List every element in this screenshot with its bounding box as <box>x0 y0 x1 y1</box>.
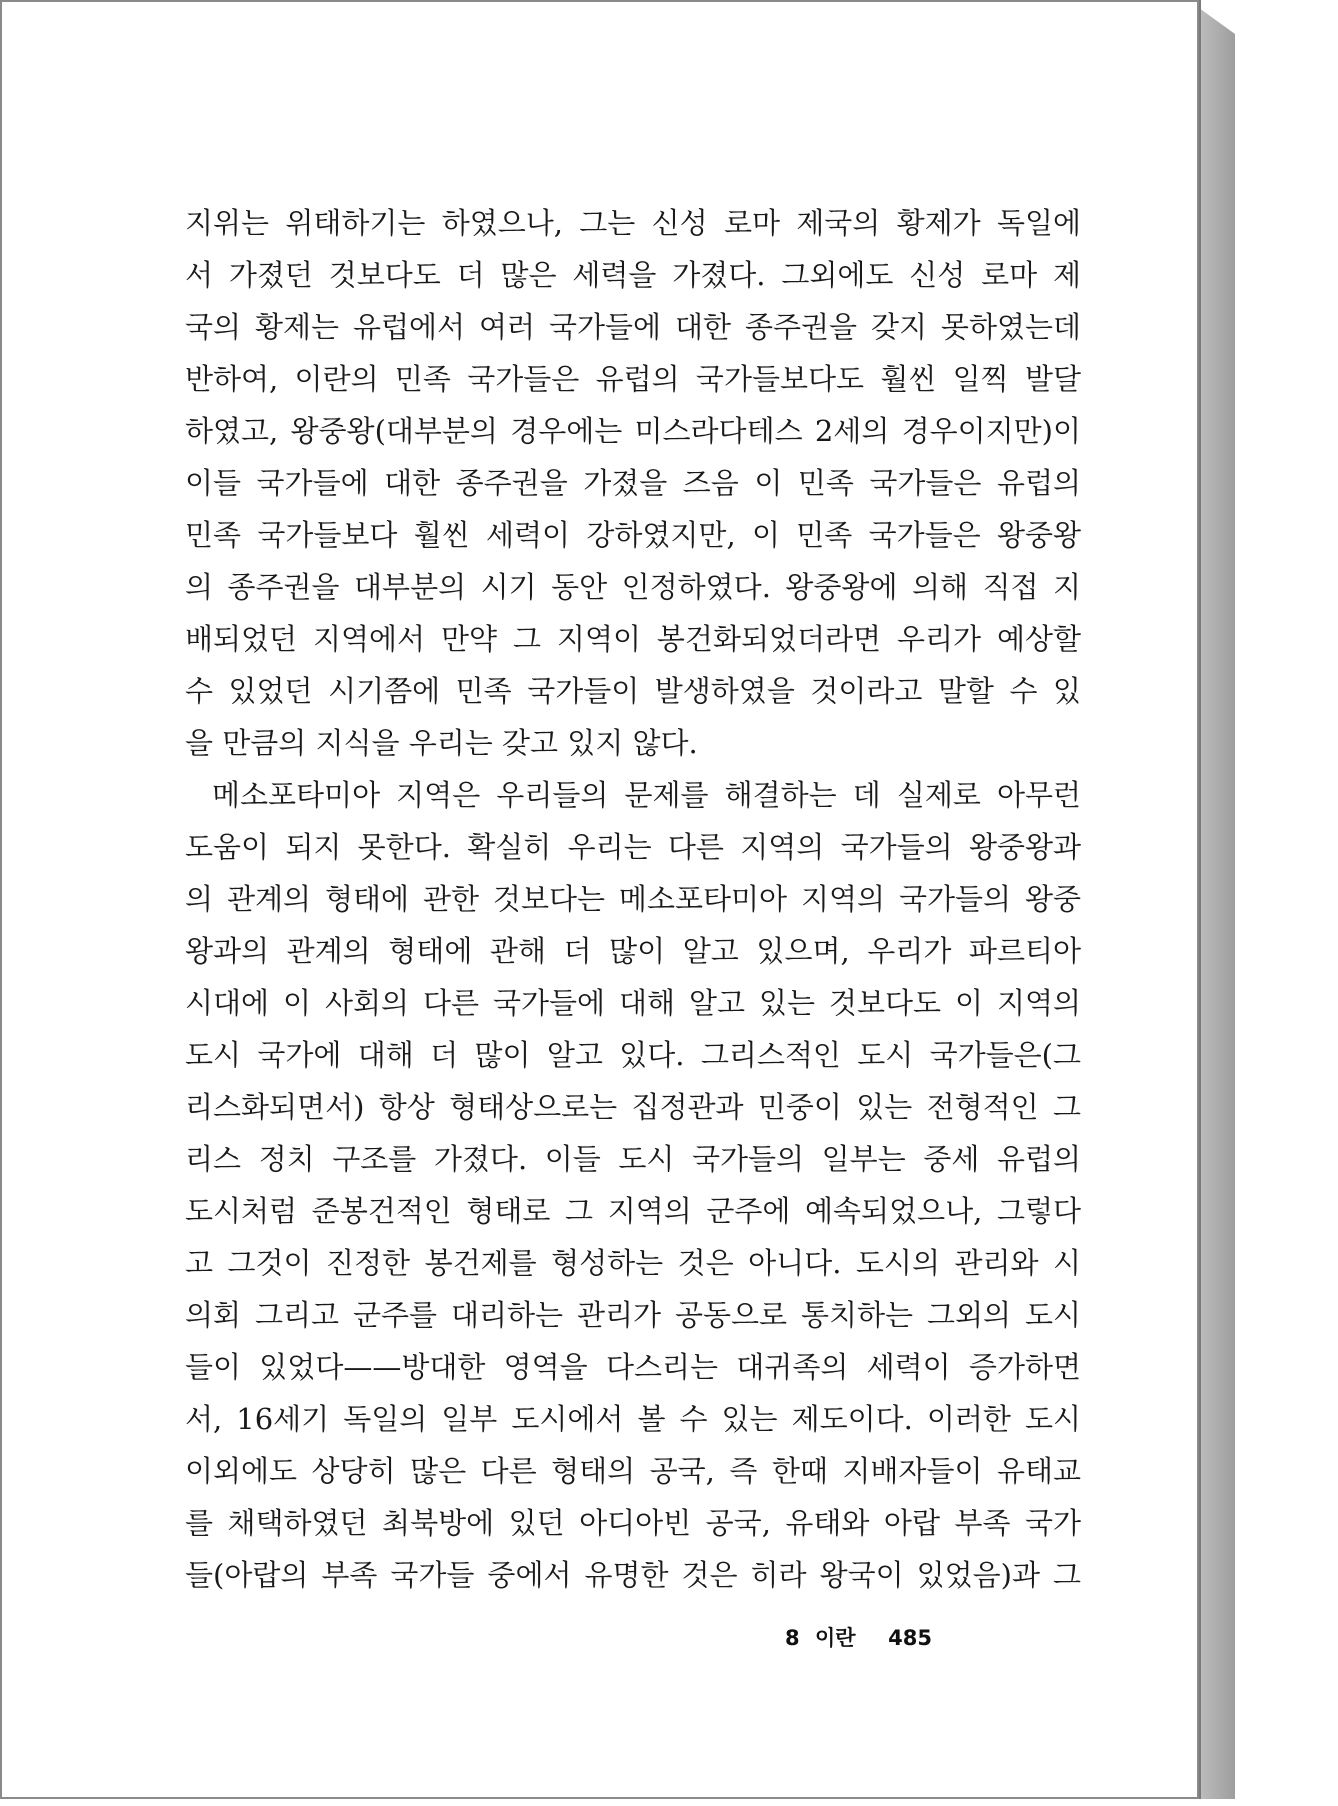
text-line: 을 만큼의 지식을 우리는 갖고 있지 않다. <box>185 726 698 760</box>
page-number: 485 <box>888 1626 932 1650</box>
text-line: 메소포타미아 지역은 우리들의 문제를 해결하는 데 실제로 아무런 <box>212 778 1081 812</box>
body-text <box>185 197 1081 1601</box>
text-line: 수 있었던 시기쯤에 민족 국가들이 발생하였을 것이라고 말할 수 있 <box>185 674 1081 708</box>
text-line: 시대에 이 사회의 다른 국가들에 대해 알고 있는 것보다도 이 지역의 <box>185 986 1081 1020</box>
text-line: 서, 16세기 독일의 일부 도시에서 볼 수 있는 제도이다. 이러한 도시 <box>185 1402 1081 1436</box>
text-line: 도시처럼 준봉건적인 형태로 그 지역의 군주에 예속되었으나, 그렇다 <box>185 1194 1081 1228</box>
text-line: 도움이 되지 못한다. 확실히 우리는 다른 지역의 국가들의 왕중왕과 <box>185 830 1081 864</box>
text-line: 고 그것이 진정한 봉건제를 형성하는 것은 아니다. 도시의 관리와 시 <box>185 1246 1081 1280</box>
chapter-number: 8 <box>785 1626 800 1650</box>
text-line: 반하여, 이란의 민족 국가들은 유럽의 국가들보다도 훨씬 일찍 발달 <box>185 362 1081 396</box>
text-line: 의회 그리고 군주를 대리하는 관리가 공동으로 통치하는 그외의 도시 <box>185 1298 1081 1332</box>
text-line: 지위는 위태하기는 하였으나, 그는 신성 로마 제국의 황제가 독일에 <box>185 206 1081 240</box>
text-line: 왕과의 관계의 형태에 관해 더 많이 알고 있으며, 우리가 파르티아 <box>185 934 1081 968</box>
text-line: 도시 국가에 대해 더 많이 알고 있다. 그리스적인 도시 국가들은(그 <box>185 1038 1081 1072</box>
text-line: 들(아랍의 부족 국가들 중에서 유명한 것은 히라 왕국이 있었음)과 그 <box>185 1558 1081 1592</box>
text-line: 들이 있었다——방대한 영역을 다스리는 대귀족의 세력이 증가하면 <box>185 1350 1081 1384</box>
text-line: 하였고, 왕중왕(대부분의 경우에는 미스라다테스 2세의 경우이지만)이 <box>185 414 1081 448</box>
text-line: 이외에도 상당히 많은 다른 형태의 공국, 즉 한때 지배자들이 유태교 <box>185 1454 1081 1488</box>
text-line: 국의 황제는 유럽에서 여러 국가들에 대한 종주권을 갖지 못하였는데 <box>185 310 1081 344</box>
text-line: 서 가졌던 것보다도 더 많은 세력을 가졌다. 그외에도 신성 로마 제 <box>185 258 1081 292</box>
text-line: 의 관계의 형태에 관한 것보다는 메소포타미아 지역의 국가들의 왕중 <box>185 882 1081 916</box>
text-line: 리스화되면서) 항상 형태상으로는 집정관과 민중이 있는 전형적인 그 <box>185 1090 1081 1124</box>
chapter-title: 이란 <box>814 1626 856 1650</box>
text-line: 를 채택하였던 최북방에 있던 아디아빈 공국, 유태와 아랍 부족 국가 <box>185 1506 1081 1540</box>
text-line: 의 종주권을 대부분의 시기 동안 인정하였다. 왕중왕에 의해 직접 지 <box>185 570 1081 604</box>
paragraph-1 <box>185 197 1081 769</box>
page-footer <box>785 1622 932 1652</box>
paragraph-2 <box>185 769 1081 1601</box>
text-line: 민족 국가들보다 훨씬 세력이 강하였지만, 이 민족 국가들은 왕중왕 <box>185 518 1081 552</box>
text-line: 이들 국가들에 대한 종주권을 가졌을 즈음 이 민족 국가들은 유럽의 <box>185 466 1081 500</box>
page-edge-line <box>1199 0 1201 1799</box>
page-stack-edge <box>1199 8 1235 1799</box>
text-line: 리스 정치 구조를 가졌다. 이들 도시 국가들의 일부는 중세 유럽의 <box>185 1142 1081 1176</box>
text-line: 배되었던 지역에서 만약 그 지역이 봉건화되었더라면 우리가 예상할 <box>185 622 1081 656</box>
